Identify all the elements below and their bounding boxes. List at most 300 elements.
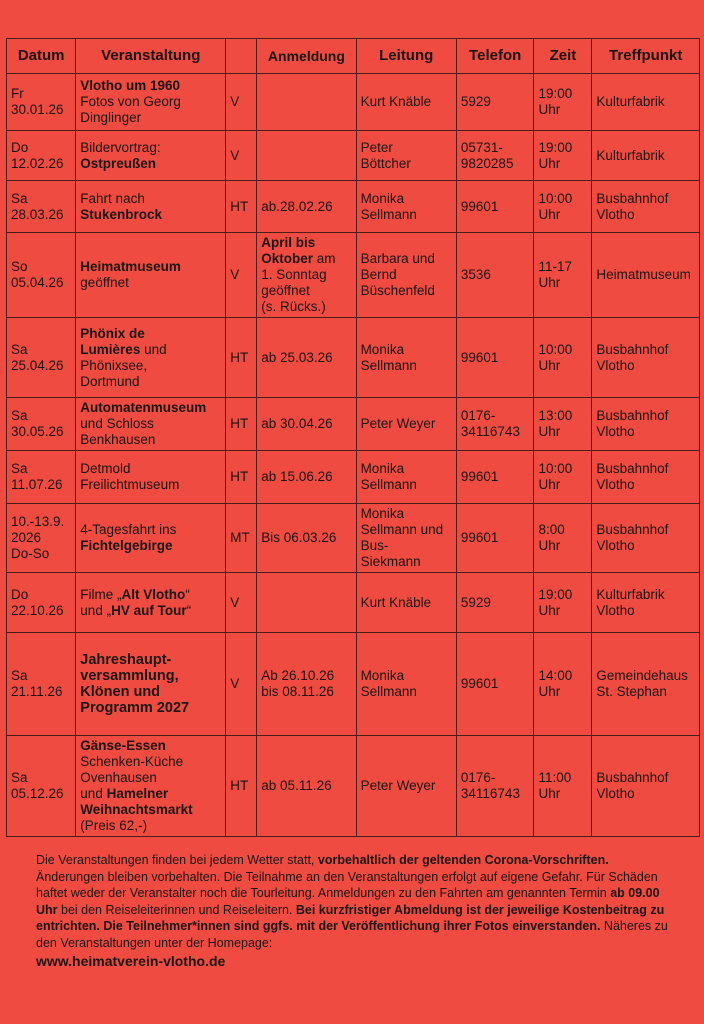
event-text: Fichtelgebirge	[80, 538, 173, 553]
leader-line: Sellmann	[360, 477, 417, 492]
event-text: versammlung,	[80, 668, 179, 684]
registration-line: bis 08.11.26	[261, 684, 334, 699]
registration-cell	[257, 633, 356, 736]
event-text: 4-Tagesfahrt ins	[80, 522, 177, 537]
header-date: Datum	[7, 39, 76, 74]
event-line	[80, 374, 221, 390]
header-type	[226, 39, 257, 74]
meeting-point-cell	[592, 504, 700, 573]
meeting-point-line: Kulturfabrik	[596, 147, 665, 163]
leader-cell	[356, 398, 456, 451]
meeting-point-line: Kulturfabrik	[596, 94, 665, 109]
time-line: Uhr	[538, 275, 561, 290]
footer-bold-1: vorbehaltlich der geltenden Corona-Vorschriften.	[317, 853, 609, 867]
date-line: So	[11, 259, 28, 274]
phone-cell	[456, 633, 534, 736]
leader-line: Monika	[360, 341, 405, 357]
registration-line	[261, 267, 351, 283]
leader-line: Bus-	[360, 538, 389, 553]
phone-line: 34116743	[460, 786, 520, 801]
date-cell	[7, 233, 76, 318]
leader-cell	[356, 131, 456, 181]
event-text: Programm 2027	[80, 700, 190, 716]
table-row	[7, 131, 700, 181]
footer-notice	[36, 852, 676, 970]
phone-line: 99601	[460, 530, 499, 545]
meeting-point-line: Gemeindehaus	[596, 668, 688, 683]
date-cell	[7, 131, 76, 181]
event-line	[80, 738, 221, 754]
time-line: 11-17	[538, 259, 572, 274]
event-text: Gänse-Essen	[80, 738, 166, 753]
registration-line: ab 30.04.26	[261, 416, 333, 431]
phone-line: 9820285	[460, 155, 514, 171]
leader-cell	[356, 736, 456, 837]
phone-cell	[456, 398, 534, 451]
phone-cell	[456, 504, 534, 573]
phone-line: 99601	[460, 469, 499, 484]
date-cell	[7, 181, 76, 233]
leader-cell	[356, 451, 456, 504]
event-line	[80, 538, 221, 554]
event-text: Jahreshaupt-	[80, 652, 172, 668]
registration-text: (s. Rücks.)	[261, 299, 326, 314]
table-row	[7, 633, 700, 736]
registration-cell	[257, 504, 356, 573]
footer-bold-2: ab 09.00 Uhr	[36, 886, 660, 917]
event-text: Dinglinger	[80, 110, 142, 125]
meeting-point-line: Busbahnhof	[596, 408, 669, 423]
table-row	[7, 181, 700, 233]
event-line	[80, 400, 221, 416]
event-line	[80, 94, 221, 110]
footer-text-4: Näheres zu den Veranstaltungen unter der Homepage:	[36, 919, 668, 950]
type-cell: HT	[226, 451, 257, 504]
leader-cell	[356, 233, 456, 318]
time-cell	[534, 736, 592, 837]
type-cell: V	[226, 633, 257, 736]
leader-line: Peter Weyer	[360, 778, 436, 793]
date-cell	[7, 633, 76, 736]
meeting-point-cell	[592, 318, 700, 398]
type-cell: V	[226, 233, 257, 318]
time-line: Uhr	[538, 155, 561, 171]
time-line: Uhr	[538, 786, 561, 801]
event-line	[80, 326, 221, 342]
time-line: Uhr	[538, 357, 561, 373]
time-cell	[534, 318, 592, 398]
time-line: Uhr	[538, 538, 561, 553]
phone-cell	[456, 318, 534, 398]
events-table	[6, 38, 700, 837]
event-text: und „	[80, 602, 112, 618]
date-line: Sa	[11, 190, 28, 206]
time-cell	[534, 504, 592, 573]
date-cell	[7, 74, 76, 131]
event-line	[80, 818, 221, 834]
leader-line: Monika	[360, 190, 405, 206]
event-line	[80, 522, 221, 538]
table-row	[7, 504, 700, 573]
meeting-point-line: St. Stephan	[596, 684, 667, 699]
date-line: Fr	[11, 86, 24, 101]
table-row	[7, 398, 700, 451]
event-cell	[76, 451, 226, 504]
registration-cell	[257, 398, 356, 451]
meeting-point-cell	[592, 633, 700, 736]
event-line	[80, 684, 221, 700]
table-row	[7, 451, 700, 504]
time-line: 14:00	[538, 668, 573, 683]
meeting-point-cell	[592, 181, 700, 233]
time-cell	[534, 573, 592, 633]
date-line: Sa	[11, 408, 28, 423]
meeting-point-cell	[592, 131, 700, 181]
time-line: 13:00	[538, 408, 573, 423]
phone-cell	[456, 233, 534, 318]
time-cell	[534, 74, 592, 131]
event-line	[80, 207, 221, 223]
event-text: Klönen und	[80, 684, 161, 700]
leader-line: Bernd	[360, 267, 397, 282]
leader-line: Sellmann	[360, 684, 417, 699]
meeting-point-line: Busbahnhof	[596, 770, 669, 785]
header-meeting-point: Treffpunkt	[592, 39, 700, 74]
type-cell: HT	[226, 318, 257, 398]
table-row	[7, 573, 700, 633]
event-text: Freilichtmuseum	[80, 477, 180, 492]
event-line	[80, 603, 221, 619]
header-phone: Telefon	[456, 39, 534, 74]
registration-line: ab 25.03.26	[261, 349, 333, 365]
date-line: Sa	[11, 770, 28, 785]
event-tail-text: und	[140, 341, 167, 357]
date-line: 05.12.26	[11, 786, 64, 801]
date-line: 28.03.26	[11, 206, 64, 222]
event-text: Filme „	[80, 586, 122, 602]
phone-cell	[456, 74, 534, 131]
registration-line	[261, 283, 351, 299]
registration-line: Bis 06.03.26	[261, 530, 337, 545]
meeting-point-cell	[592, 233, 700, 318]
registration-cell	[257, 233, 356, 318]
event-text: Benkhausen	[80, 432, 156, 447]
footer-text-3: bei den Reiseleiterinnen und Reiseleitern.	[57, 902, 296, 917]
event-text: Phönixsee,	[80, 357, 148, 373]
leader-cell	[356, 74, 456, 131]
type-cell: V	[226, 131, 257, 181]
event-text: und	[80, 786, 107, 801]
type-cell: V	[226, 74, 257, 131]
event-text: Detmold	[80, 461, 131, 476]
phone-line: 5929	[460, 594, 491, 610]
date-line: Sa	[11, 668, 28, 683]
date-line: Do-So	[11, 546, 50, 561]
event-text: Fotos von Georg	[80, 94, 181, 109]
date-line: 10.-13.9.	[11, 514, 65, 529]
leader-line: Monika	[360, 506, 405, 521]
phone-cell	[456, 451, 534, 504]
event-line	[80, 786, 221, 802]
table-row	[7, 736, 700, 837]
phone-cell	[456, 573, 534, 633]
event-tail-text: “	[186, 602, 192, 618]
event-text: Automatenmuseum	[80, 400, 207, 415]
registration-line	[261, 235, 351, 251]
type-cell: HT	[226, 398, 257, 451]
time-cell	[534, 131, 592, 181]
phone-line: 0176-	[460, 408, 496, 423]
time-line: Uhr	[538, 206, 561, 222]
date-line: 2026	[11, 530, 42, 545]
registration-cell	[257, 318, 356, 398]
header-leader: Leitung	[356, 39, 456, 74]
event-text: Schenken-Küche	[80, 754, 184, 769]
event-bold-text: HV auf Tour	[111, 602, 187, 618]
meeting-point-cell	[592, 398, 700, 451]
event-tail-text: “	[185, 586, 190, 602]
table-row	[7, 233, 700, 318]
meeting-point-line: Vlotho	[596, 206, 635, 222]
registration-cell	[257, 451, 356, 504]
meeting-point-line: Vlotho	[596, 424, 635, 439]
meeting-point-line: Heimatmuseum	[596, 267, 691, 282]
time-line: 10:00	[538, 461, 573, 476]
event-bold-text: Alt Vlotho	[121, 586, 186, 602]
date-line: Sa	[11, 461, 28, 476]
meeting-point-line: Vlotho	[596, 602, 635, 618]
event-cell	[76, 181, 226, 233]
phone-cell	[456, 131, 534, 181]
event-line	[80, 416, 221, 432]
leader-line: Büschenfeld	[360, 283, 435, 298]
meeting-point-line: Vlotho	[596, 477, 635, 492]
registration-text: 1. Sonntag	[261, 267, 327, 282]
event-text: und Schloss	[80, 416, 154, 431]
leader-line: Peter Weyer	[360, 416, 436, 431]
event-cell	[76, 233, 226, 318]
date-line: 22.10.26	[11, 602, 64, 618]
leader-line: Monika	[360, 668, 405, 683]
time-line: 19:00	[538, 139, 573, 155]
event-text: Phönix de	[80, 325, 145, 341]
footer-bold-3: Bei kurzfristiger Abmeldung ist der jeweilige Kostenbeitrag zu entrichten. Die Teilnehmer*innen sind ggfs. mit der Veröffentlichung ihrer Fotos einverstanden.	[36, 902, 665, 933]
event-cell	[76, 74, 226, 131]
meeting-point-cell	[592, 74, 700, 131]
time-cell	[534, 398, 592, 451]
time-line: 10:00	[538, 190, 573, 206]
meeting-point-line: Busbahnhof	[596, 190, 669, 206]
type-cell: V	[226, 573, 257, 633]
table-body	[7, 74, 700, 837]
date-line: 25.04.26	[11, 357, 64, 373]
time-line: 19:00	[538, 586, 573, 602]
date-cell	[7, 318, 76, 398]
meeting-point-line: Vlotho	[596, 357, 635, 373]
leader-cell	[356, 181, 456, 233]
date-cell	[7, 398, 76, 451]
phone-line: 34116743	[460, 424, 520, 439]
registration-line: Ab 26.10.26	[261, 668, 335, 683]
meeting-point-line: Vlotho	[596, 786, 635, 801]
homepage-link[interactable]: www.heimatverein-vlotho.de	[36, 953, 226, 969]
time-line: 19:00	[538, 86, 573, 101]
header-time: Zeit	[534, 39, 592, 74]
date-cell	[7, 736, 76, 837]
time-line: Uhr	[538, 424, 561, 439]
registration-line	[261, 299, 351, 315]
event-text: Bildervortrag:	[80, 139, 161, 155]
phone-cell	[456, 736, 534, 837]
table-header-row	[7, 39, 700, 74]
registration-cell	[257, 573, 356, 633]
event-line	[80, 110, 221, 126]
meeting-point-cell	[592, 736, 700, 837]
event-text: Dortmund	[80, 373, 140, 389]
event-text: Lumières	[80, 341, 141, 357]
leader-line: Böttcher	[360, 155, 411, 171]
event-text: Heimatmuseum	[80, 259, 181, 274]
event-line	[80, 275, 221, 291]
event-line	[80, 770, 221, 786]
registration-line: ab.28.02.26	[261, 198, 333, 214]
event-bold-text: Hamelner	[106, 786, 169, 801]
phone-line: 99601	[460, 198, 499, 214]
leader-line: Monika	[360, 461, 405, 476]
leader-line: Siekmann	[360, 554, 421, 569]
time-cell	[534, 181, 592, 233]
event-text: geöffnet	[80, 275, 129, 290]
event-text: (Preis 62,-)	[80, 818, 148, 833]
type-cell: HT	[226, 736, 257, 837]
date-cell	[7, 451, 76, 504]
time-line: 8:00	[538, 522, 565, 537]
event-line	[80, 191, 221, 207]
event-line	[80, 156, 221, 172]
date-line: 21.11.26	[11, 684, 63, 699]
phone-line: 0176-	[460, 770, 496, 785]
event-text: Stukenbrock	[80, 206, 163, 222]
event-text: Vlotho um 1960	[80, 78, 181, 93]
event-line	[80, 342, 221, 358]
meeting-point-cell	[592, 573, 700, 633]
meeting-point-line: Busbahnhof	[596, 461, 669, 476]
event-cell	[76, 633, 226, 736]
time-cell	[534, 633, 592, 736]
meeting-point-cell	[592, 451, 700, 504]
registration-cell	[257, 74, 356, 131]
table-row	[7, 318, 700, 398]
date-line: Do	[11, 139, 29, 155]
header-registration: Anmeldung	[257, 39, 356, 74]
event-text: Fahrt nach	[80, 190, 145, 206]
registration-text: geöffnet	[261, 283, 310, 298]
event-line	[80, 587, 221, 603]
registration-tail-text: am	[313, 251, 336, 266]
event-text: Ostpreußen	[80, 155, 157, 171]
registration-line: ab 15.06.26	[261, 469, 333, 484]
meeting-point-line: Vlotho	[596, 538, 635, 553]
event-line	[80, 259, 221, 275]
time-line: 10:00	[538, 341, 573, 357]
event-text: Weihnachtsmarkt	[80, 802, 193, 817]
leader-cell	[356, 504, 456, 573]
leader-line: Sellmann und	[360, 522, 444, 537]
leader-line: Sellmann	[360, 357, 417, 373]
event-line	[80, 358, 221, 374]
phone-cell	[456, 181, 534, 233]
event-line	[80, 802, 221, 818]
time-cell	[534, 233, 592, 318]
table-row	[7, 74, 700, 131]
event-cell	[76, 318, 226, 398]
event-line	[80, 477, 221, 493]
time-line: Uhr	[538, 477, 561, 492]
leader-cell	[356, 633, 456, 736]
leader-line: Peter	[360, 139, 393, 155]
phone-line: 3536	[460, 267, 491, 282]
registration-cell	[257, 131, 356, 181]
event-line	[80, 700, 221, 716]
event-line	[80, 652, 221, 668]
event-line	[80, 461, 221, 477]
meeting-point-line: Busbahnhof	[596, 522, 669, 537]
registration-cell	[257, 736, 356, 837]
leader-line: Sellmann	[360, 206, 417, 222]
phone-line: 99601	[460, 349, 499, 365]
phone-line: 99601	[460, 676, 499, 691]
phone-line: 5929	[460, 94, 491, 109]
registration-line: ab 05.11.26	[261, 778, 332, 793]
registration-text: Oktober	[261, 251, 314, 266]
event-text: Ovenhausen	[80, 770, 157, 785]
type-cell: HT	[226, 181, 257, 233]
date-line: Sa	[11, 341, 28, 357]
leader-line: Barbara und	[360, 251, 435, 266]
leader-line: Kurt Knäble	[360, 594, 432, 610]
time-line: Uhr	[538, 102, 561, 117]
leader-line: Kurt Knäble	[360, 94, 432, 109]
registration-cell	[257, 181, 356, 233]
footer-text-1: Die Veranstaltungen finden bei jedem Wetter statt,	[36, 853, 318, 867]
event-cell	[76, 131, 226, 181]
time-line: Uhr	[538, 684, 561, 699]
type-cell: MT	[226, 504, 257, 573]
phone-line: 05731-	[460, 139, 503, 155]
time-line: 11:00	[538, 770, 572, 785]
meeting-point-line: Busbahnhof	[596, 341, 669, 357]
header-event: Veranstaltung	[76, 39, 226, 74]
registration-text: April bis	[261, 235, 316, 250]
event-cell	[76, 398, 226, 451]
meeting-point-line: Kulturfabrik	[596, 586, 665, 602]
date-cell	[7, 504, 76, 573]
event-line	[80, 432, 221, 448]
date-line: 05.04.26	[11, 275, 64, 290]
date-line: 12.02.26	[11, 155, 64, 171]
date-cell	[7, 573, 76, 633]
event-cell	[76, 504, 226, 573]
event-line	[80, 668, 221, 684]
date-line: 30.01.26	[11, 102, 64, 117]
time-cell	[534, 451, 592, 504]
leader-cell	[356, 318, 456, 398]
time-line: Uhr	[538, 602, 561, 618]
date-line: Do	[11, 586, 29, 602]
event-cell	[76, 573, 226, 633]
registration-line	[261, 251, 351, 267]
date-line: 11.07.26	[11, 477, 63, 492]
